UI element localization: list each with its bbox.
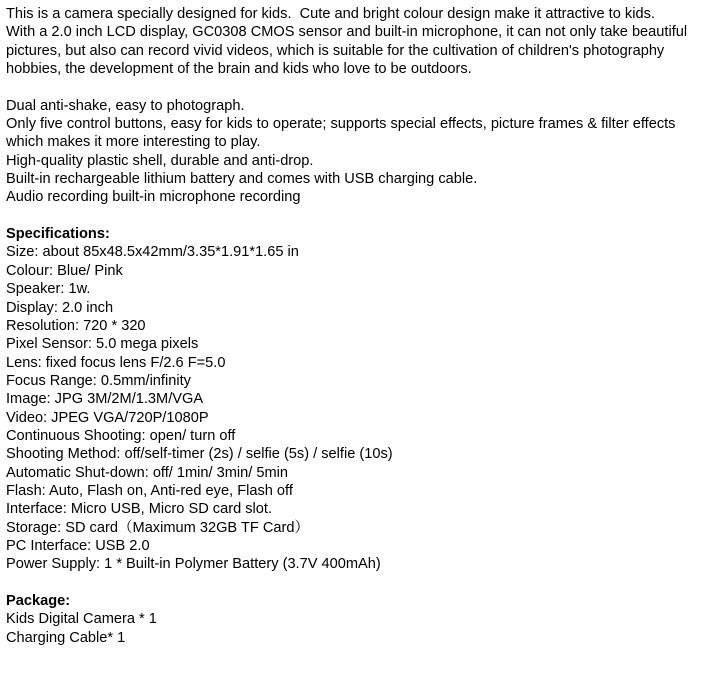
spacer [6, 78, 700, 96]
spec-line: Storage: SD card（Maximum 32GB TF Card） [6, 519, 310, 536]
spec-line: Speaker: 1w. [6, 281, 91, 298]
package-item: Kids Digital Camera * 1 [6, 611, 157, 628]
spec-line: PC Interface: USB 2.0 [6, 537, 150, 554]
feature-line: Built-in rechargeable lithium battery and comes with USB charging cable. [6, 171, 478, 188]
feature-line: High-quality plastic shell, durable and anti-drop. [6, 152, 314, 169]
spec-line: Size: about 85x48.5x42mm/3.35*1.91*1.65 in [6, 244, 299, 261]
spec-line: Interface: Micro USB, Micro SD card slot. [6, 501, 273, 518]
intro-paragraph: This is a camera specially designed for kids. Cute and bright colour design make it attractive to kids. [6, 6, 655, 22]
spec-line: Resolution: 720 * 320 [6, 317, 146, 334]
spec-line: Image: JPG 3M/2M/1.3M/VGA [6, 391, 204, 408]
feature-line: Only five control buttons, easy for kids to operate; supports special effects, picture frames & filter effects which makes it more interesting to play. [6, 116, 680, 151]
specifications-heading: Specifications: [6, 226, 110, 243]
package-item: Charging Cable* 1 [6, 629, 126, 646]
spec-line: Video: JPEG VGA/720P/1080P [6, 409, 209, 426]
spec-line: Colour: Blue/ Pink [6, 262, 123, 279]
spec-line: Lens: fixed focus lens F/2.6 F=5.0 [6, 354, 226, 371]
spec-line: Focus Range: 0.5mm/infinity [6, 372, 191, 389]
spec-line: Continuous Shooting: open/ turn off [6, 427, 236, 444]
package-heading: Package: [6, 593, 71, 609]
spacer [6, 574, 700, 592]
spec-line: Power Supply: 1 * Built-in Polymer Battery (3.7V 400mAh) [6, 556, 381, 573]
spec-line: Display: 2.0 inch [6, 299, 114, 316]
spec-line: Shooting Method: off/self-timer (2s) / selfie (5s) / selfie (10s) [6, 446, 393, 463]
spec-line: Automatic Shut-down: off/ 1min/ 3min/ 5min [6, 464, 289, 481]
spec-line: Flash: Auto, Flash on, Anti-red eye, Flash off [6, 482, 293, 499]
product-description [6, 5, 700, 647]
feature-line: Dual anti-shake, easy to photograph. [6, 97, 245, 114]
feature-line: Audio recording built-in microphone recording [6, 189, 301, 206]
intro-paragraph: With a 2.0 inch LCD display, GC0308 CMOS sensor and built-in microphone, it can not only take beautiful pictures, but also can record vivid videos, which is suitable for the cultivation of children's photography hobbies, the development of the brain and kids who love to be outdoors. [6, 24, 692, 78]
spec-line: Pixel Sensor: 5.0 mega pixels [6, 336, 199, 353]
spacer [6, 207, 700, 225]
